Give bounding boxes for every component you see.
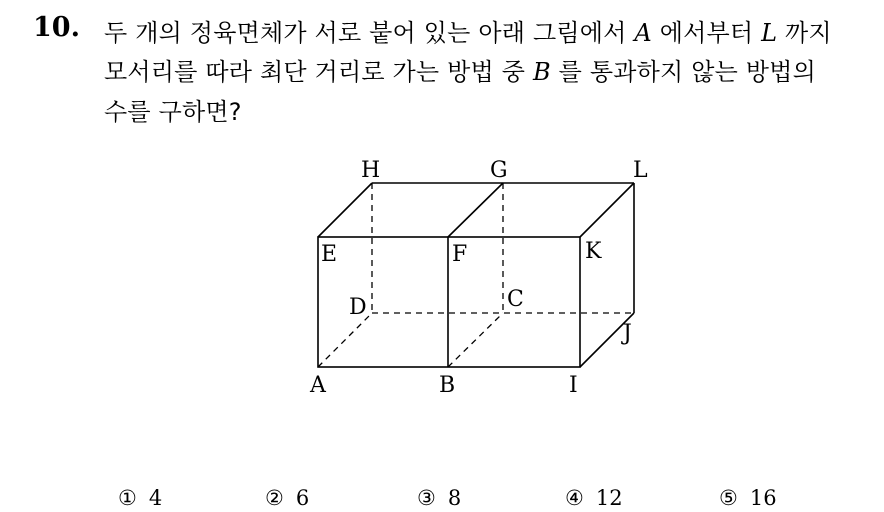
choice-1[interactable] — [118, 486, 162, 510]
label-h: H — [361, 158, 381, 183]
edge-e-h — [318, 183, 372, 237]
label-l: L — [633, 158, 648, 183]
variable-a: A — [634, 19, 652, 47]
label-b: B — [439, 373, 456, 398]
choice-marker: ③ — [417, 486, 436, 510]
choice-marker: ① — [118, 486, 137, 510]
edge-k-l — [580, 183, 634, 237]
question-text: 에서부터 — [651, 19, 762, 47]
edge-a-d — [318, 313, 372, 367]
question-text: 까지 — [777, 19, 832, 47]
question-text: 모서리를 따라 최단 거리로 가는 방법 중 — [104, 58, 533, 86]
choice-marker: ② — [265, 486, 284, 510]
choice-value: 12 — [595, 486, 623, 510]
question-text: 를 통과하지 않는 방법의 — [550, 58, 816, 86]
question-line-3: 수를 구하면? — [104, 98, 242, 126]
variable-l: L — [761, 19, 778, 47]
label-k: K — [585, 239, 602, 264]
label-j: J — [623, 321, 632, 346]
edge-b-c — [448, 313, 503, 367]
choice-5[interactable] — [719, 486, 777, 510]
question-number: 10. — [33, 12, 80, 43]
question-text: 두 개의 정육면체가 서로 붙어 있는 아래 그림에서 — [104, 19, 635, 47]
choice-2[interactable] — [265, 486, 309, 510]
variable-b: B — [532, 58, 551, 86]
choice-marker: ④ — [565, 486, 584, 510]
choice-4[interactable] — [565, 486, 623, 510]
label-i: I — [569, 373, 578, 398]
solid-edges — [318, 183, 634, 367]
choice-value: 8 — [447, 486, 462, 510]
choice-value: 6 — [295, 486, 310, 510]
edge-f-g — [448, 183, 503, 237]
label-c: C — [507, 287, 524, 312]
choice-3[interactable] — [417, 486, 461, 510]
label-f: F — [452, 242, 468, 267]
label-d: D — [349, 295, 367, 320]
choice-value: 4 — [148, 486, 163, 510]
label-e: E — [321, 242, 338, 267]
choice-marker: ⑤ — [719, 486, 738, 510]
choice-value: 16 — [749, 486, 777, 510]
label-g: G — [490, 158, 508, 183]
label-a: A — [310, 373, 326, 398]
